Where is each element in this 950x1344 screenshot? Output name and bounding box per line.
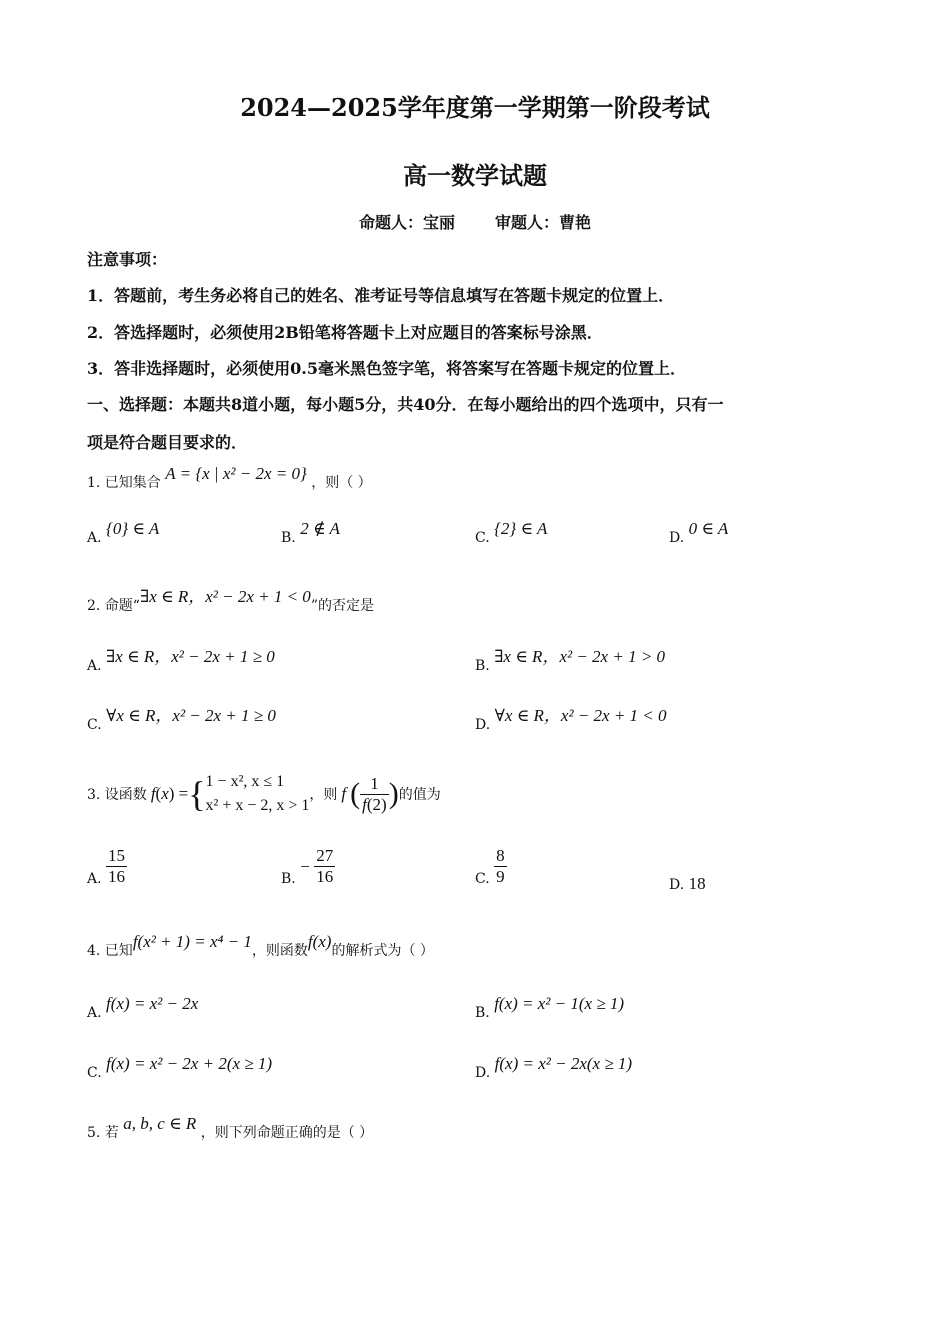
question-2: 2. 命题“∃x ∈ R，x² − 2x + 1 < 0”的否定是	[87, 587, 374, 614]
question-3: 3. 设函数 f ( x ) = { 1 − x², x ≤ 1 x² + x − 2, x > 1 ，则 f ( $\frac{1}{f(2)}$ ) 的值为	[87, 764, 441, 824]
question-4: 4. 已知f(x² + 1) = x⁴ − 1，则函数f(x)的解析式为（ ）	[87, 932, 434, 959]
q1-option-a: A. {0} ∈ A	[87, 519, 160, 546]
q4-option-b: B. f(x) = x² − 1(x ≥ 1)	[475, 994, 625, 1021]
section-heading-line2: 项是符合题目要求的．	[87, 433, 248, 452]
q1-option-d: D. 0 ∈ A	[669, 519, 729, 546]
question-4-condition: f(x² + 1) = x⁴ − 1	[132, 932, 252, 951]
question-1: 1. 已知集合 A = {x | x² − 2x = 0} ，则（ ）	[87, 464, 372, 491]
question-3-piecewise: 1 − x², x ≤ 1 x² + x − 2, x > 1	[205, 773, 310, 814]
q3-option-c: C. $\frac{8}{9}$	[475, 846, 505, 887]
section-heading-line1: 一、选择题：本题共8道小题，每小题5分，共40分．在每小题给出的四个选项中，只有一	[87, 395, 724, 414]
q3-option-a: A. $\frac{15}{16}$	[87, 846, 126, 887]
question-5-condition: a, b, c ∈ R	[123, 1114, 197, 1133]
notice-heading: 注意事项：	[87, 250, 168, 269]
q2-option-b: B. ∃x ∈ R，x² − 2x + 1 > 0	[475, 647, 666, 674]
q4-option-c: C. f(x) = x² − 2x + 2(x ≥ 1)	[87, 1054, 273, 1081]
question-2-proposition: ∃x ∈ R，x² − 2x + 1 < 0	[139, 587, 311, 606]
q2-option-d: D. ∀x ∈ R，x² − 2x + 1 < 0	[475, 706, 667, 733]
q3-option-d: D. 18	[669, 874, 706, 893]
notice-item-2: 2．答选择题时，必须使用2B铅笔将答题卡上对应题目的答案标号涂黑．	[87, 323, 603, 342]
reviewer: 审题人：曹艳	[495, 213, 592, 232]
q3-option-b: B. − $\frac{27}{16}$	[281, 846, 334, 887]
q1-option-b: B. 2 ∉ A	[281, 519, 340, 546]
question-3-fraction: $\frac{1}{f(2)}$	[362, 773, 387, 814]
notice-item-1: 1．答题前，考生务必将自己的姓名、准考证号等信息填写在答题卡规定的位置上．	[87, 286, 675, 305]
q2-option-a: A. ∃x ∈ R，x² − 2x + 1 ≥ 0	[87, 647, 275, 674]
q4-option-d: D. f(x) = x² − 2x(x ≥ 1)	[475, 1054, 633, 1081]
question-5: 5. 若 a, b, c ∈ R ，则下列命题正确的是（ ）	[87, 1114, 374, 1141]
setter: 命题人：宝丽	[358, 213, 455, 232]
q1-option-c: C. {2} ∈ A	[475, 519, 548, 546]
q2-option-c: C. ∀x ∈ R，x² − 2x + 1 ≥ 0	[87, 706, 276, 733]
exam-title: 2024—2025学年度第一学期第一阶段考试	[240, 93, 710, 122]
question-1-set-formula: A = {x | x² − 2x = 0}	[165, 464, 307, 483]
notice-item-3: 3．答非选择题时，必须使用0.5毫米黑色签字笔，将答案写在答题卡规定的位置上．	[87, 359, 686, 378]
subject-title: 高一数学试题	[403, 161, 547, 190]
authors-line	[0, 210, 950, 233]
q4-option-a: A. f(x) = x² − 2x	[87, 994, 199, 1021]
